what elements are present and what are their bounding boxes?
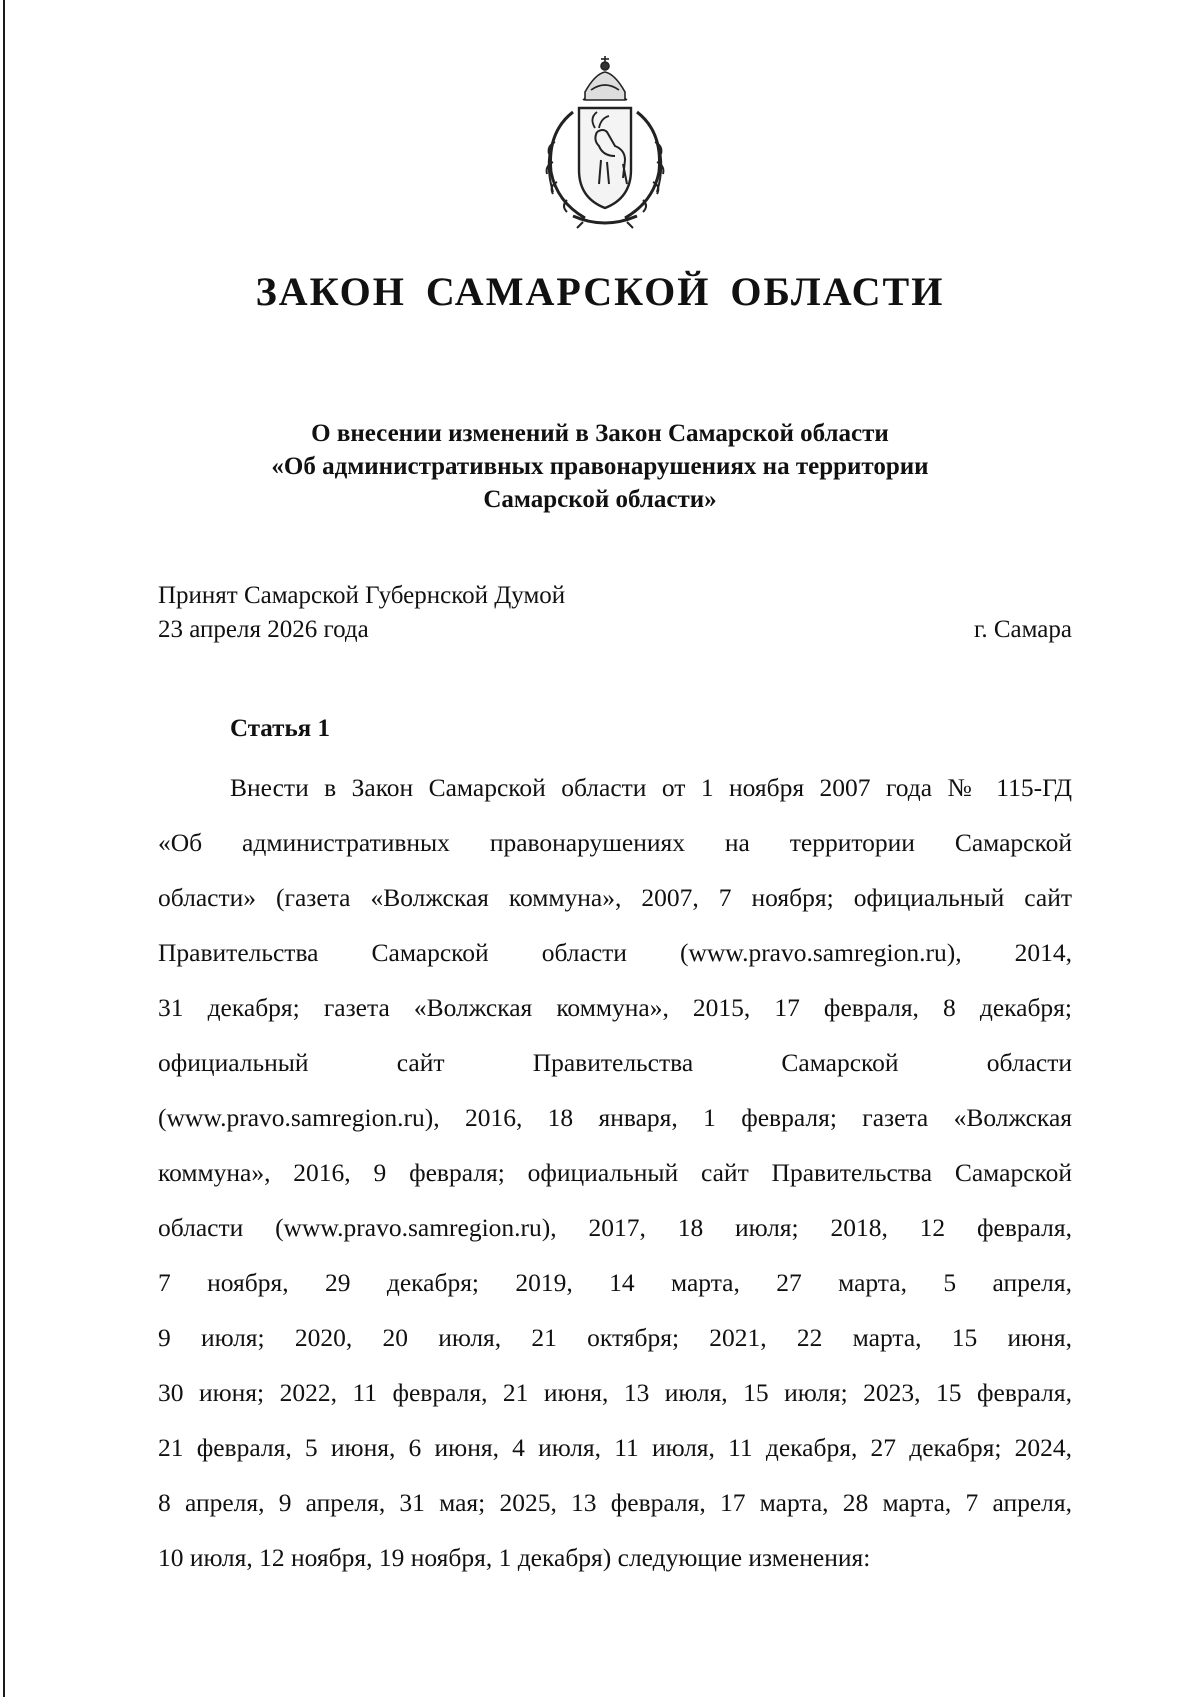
article-body [158,760,1072,1585]
adopted-by: Принят Самарской Губернской Думой [158,582,566,609]
law-title: ЗАКОН САМАРСКОЙ ОБЛАСТИ [255,269,945,314]
city-name: г. Самара [973,616,1072,643]
body-line: 10 июля, 12 ноября, 19 ноября, 1 декабря) следующие изменения: [158,1543,871,1572]
body-line: 8 апреля, 9 апреля, 31 мая; 2025, 13 февраля, 17 марта, 28 марта, 7 апреля, [158,1488,1072,1517]
scan-page-edge [3,0,5,1697]
body-line: области (www.pravo.samregion.ru), 2017, 18 июля; 2018, 12 февраля, [158,1213,1072,1242]
body-line: области» (газета «Волжская коммуна», 2007, 7 ноября; официальный сайт [158,883,1072,912]
body-line: (www.pravo.samregion.ru), 2016, 18 января, 1 февраля; газета «Волжская [158,1103,1072,1132]
body-line: официальный сайт Правительства Самарской области [158,1048,1072,1077]
samara-coat-of-arms-icon [533,52,677,230]
subtitle-line: О внесении изменений в Закон Самарской области [311,420,889,447]
body-line: 9 июля; 2020, 20 июля, 21 октября; 2021, 22 марта, 15 июня, [158,1323,1072,1352]
subtitle-line: «Об административных правонарушениях на территории [271,453,929,480]
law-subtitle [0,417,1200,516]
article-heading: Статья 1 [230,715,330,742]
adoption-block [158,579,565,647]
body-line: «Об административных правонарушениях на территории Самарской [158,828,1072,857]
body-line: 21 февраля, 5 июня, 6 июня, 4 июля, 11 июля, 11 декабря, 27 декабря; 2024, [158,1433,1072,1462]
body-line: 7 ноября, 29 декабря; 2019, 14 марта, 27 марта, 5 апреля, [158,1268,1072,1297]
adopted-date: 23 апреля 2026 года [158,616,369,643]
subtitle-line: Самарской области» [483,486,717,513]
body-line: Внести в Закон Самарской области от 1 ноября 2007 года № 115-ГД [230,773,1072,802]
body-line: 30 июня; 2022, 11 февраля, 21 июня, 13 июля, 15 июля; 2023, 15 февраля, [158,1378,1072,1407]
body-line: Правительства Самарской области (www.pravo.samregion.ru), 2014, [158,938,1072,967]
body-line: коммуна», 2016, 9 февраля; официальный сайт Правительства Самарской [158,1158,1072,1187]
body-line: 31 декабря; газета «Волжская коммуна», 2015, 17 февраля, 8 декабря; [158,993,1072,1022]
